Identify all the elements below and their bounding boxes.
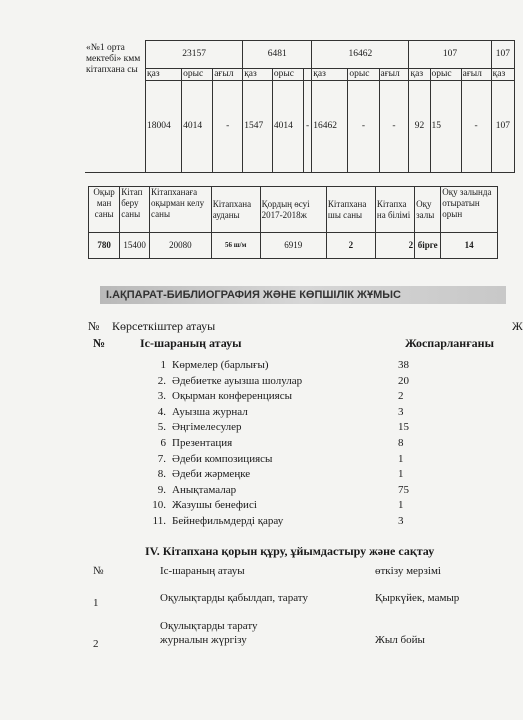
plan-row xyxy=(140,436,500,452)
plan-row-num: 9. xyxy=(157,483,166,496)
sub-header: ағыл xyxy=(461,69,491,81)
data-cell: - xyxy=(461,81,491,173)
plan-row-name: Оқырман конференциясы xyxy=(172,390,292,403)
plan-row-num: 11. xyxy=(152,514,166,527)
en-cell: 107 xyxy=(409,41,491,69)
plan-row xyxy=(140,389,500,405)
stats-header: Оқу залында отыратын орын xyxy=(441,187,498,233)
sub-header: қаз xyxy=(146,69,182,81)
sub-header: орыс xyxy=(430,69,461,81)
stats-header: Оқу залы xyxy=(415,187,441,233)
reader-stats-table xyxy=(88,186,498,259)
sec4-row-num: 2 xyxy=(93,638,99,650)
plan-row xyxy=(140,483,500,499)
plan-header-name: Іс-шараның атауы xyxy=(140,336,242,350)
plan-row xyxy=(140,452,500,468)
plan-list xyxy=(140,358,500,530)
stats-value: 2 xyxy=(326,233,375,259)
stats-value: 780 xyxy=(89,233,120,259)
plan-row-name: Әдеби композициясы xyxy=(172,452,273,465)
plan-row-value: 2 xyxy=(398,390,404,403)
stats-header: Қордың өсуі 2017-2018ж xyxy=(260,187,326,233)
data-cell: - xyxy=(379,81,409,173)
plan-row xyxy=(140,467,500,483)
stats-value: 15400 xyxy=(120,233,150,259)
plan-row-num: 3. xyxy=(157,390,166,403)
sub-header-row xyxy=(85,69,515,81)
sec4-header-date: өткізу мерзімі xyxy=(375,565,441,577)
plan-row-num: 10. xyxy=(152,499,166,512)
plan-row-num: 6 xyxy=(160,436,166,449)
sub-header: орыс xyxy=(182,69,213,81)
stats-header: Кітапханаға оқырман келу саны xyxy=(150,187,212,233)
sub-header: ағыл xyxy=(213,69,243,81)
section-4-title: IV. Кітапхана қорын құру, ұйымдастыру және сақтау xyxy=(145,544,435,558)
ru-cell: 16462 xyxy=(312,41,409,69)
plan-row-name: Презентация xyxy=(172,436,233,449)
sec4-row-name: Оқулықтарды қабылдап, тарату xyxy=(160,592,308,604)
stats-value: 20080 xyxy=(150,233,212,259)
plan-row-value: 15 xyxy=(398,421,409,434)
last-cell: 107 xyxy=(491,41,514,69)
stats-header: Кітапха на білімі xyxy=(375,187,414,233)
sub-header: қаз xyxy=(409,69,430,81)
sub-header: ағыл xyxy=(379,69,409,81)
data-cell: 16462 xyxy=(312,81,348,173)
plan-row-name: Көрмелер (барлығы) xyxy=(172,359,269,371)
library-name-cell: «№1 орта мектебі» кмм кітапхана сы xyxy=(85,41,146,173)
plan-row xyxy=(140,498,500,514)
stats-value: бірге xyxy=(415,233,441,259)
plan-header-planned: Жоспарланғаны xyxy=(405,336,494,350)
indicators-edge: Ж xyxy=(512,319,523,333)
plan-row-value: 38 xyxy=(398,359,409,371)
sec4-row-num: 1 xyxy=(93,597,99,609)
data-row xyxy=(85,81,515,173)
sec4-row-date: Жыл бойы xyxy=(375,634,425,646)
plan-row-num: 8. xyxy=(157,468,166,481)
plan-row xyxy=(140,374,500,390)
plan-row-name: Бейнефильмдерді қарау xyxy=(172,514,284,527)
data-cell: 92 xyxy=(409,81,430,173)
stats-header: Кітапхана ауданы xyxy=(211,187,260,233)
data-cell: - xyxy=(303,81,311,173)
data-cell: 4014 xyxy=(272,81,303,173)
stats-value: 2 xyxy=(375,233,414,259)
section-1-title: I.АҚПАРАТ-БИБЛИОГРАФИЯ ЖӘНЕ КӨПШІЛІК ЖҰМЫС xyxy=(100,286,506,304)
stats-header-row xyxy=(89,187,498,233)
stats-header: Кітап беру саны xyxy=(120,187,150,233)
plan-row-name: Әңгімелесулер xyxy=(172,421,242,434)
plan-row-value: 8 xyxy=(398,436,404,449)
stats-header: Кітапхана шы саны xyxy=(326,187,375,233)
stats-header: Оқыр ман саны xyxy=(89,187,120,233)
plan-row-num: 7. xyxy=(157,452,166,465)
plan-row-num: 2. xyxy=(157,374,166,387)
indicators-num: № xyxy=(88,319,100,333)
stats-value: 56 ш/м xyxy=(211,233,260,259)
plan-row xyxy=(140,358,500,374)
plan-row-num: 5. xyxy=(157,421,166,434)
data-cell: 15 xyxy=(430,81,461,173)
plan-row xyxy=(140,514,500,530)
stats-value: 6919 xyxy=(260,233,326,259)
plan-row-value: 75 xyxy=(398,483,409,496)
plan-row-name: Әдебиетке ауызша шолулар xyxy=(172,374,303,387)
data-cell: 1547 xyxy=(243,81,273,173)
plan-row-value: 1 xyxy=(398,468,404,481)
plan-row-name: Ауызша журнал xyxy=(172,405,248,418)
data-cell: 4014 xyxy=(182,81,213,173)
indicators-label: Көрсеткіштер атауы xyxy=(112,319,216,333)
total-cell: 23157 xyxy=(146,41,243,69)
plan-row xyxy=(140,420,500,436)
plan-row-name: Жазушы бенефисі xyxy=(172,499,257,512)
plan-row-value: 1 xyxy=(398,499,404,512)
sec4-row-name-2: журналын жүргізу xyxy=(160,634,247,646)
data-cell: - xyxy=(348,81,379,173)
sub-header xyxy=(303,69,311,81)
stats-value: 14 xyxy=(441,233,498,259)
data-cell: 18004 xyxy=(146,81,182,173)
sec4-row-name: Оқулықтарды тарату xyxy=(160,620,258,632)
library-fund-table xyxy=(85,40,515,173)
plan-row-value: 3 xyxy=(398,514,404,527)
sec4-row-date: Қыркүйек, мамыр xyxy=(375,592,460,604)
sub-header: қаз xyxy=(243,69,273,81)
data-cell: - xyxy=(213,81,243,173)
plan-header-num: № xyxy=(93,336,106,350)
plan-row-value: 1 xyxy=(398,452,404,465)
sec4-header-name: Іс-шараның атауы xyxy=(160,565,245,577)
stats-value-row xyxy=(89,233,498,259)
sub-header: орыс xyxy=(348,69,379,81)
sub-header: қаз xyxy=(312,69,348,81)
plan-row-value: 20 xyxy=(398,374,409,387)
plan-row-value: 3 xyxy=(398,405,404,418)
sub-header: орыс xyxy=(272,69,303,81)
sub-header: қаз xyxy=(491,69,514,81)
plan-row-name: Анықтамалар xyxy=(172,483,237,496)
plan-row-name: Әдеби жәрмеңке xyxy=(172,468,251,481)
kz-cell: 6481 xyxy=(243,41,312,69)
sec4-header-num: № xyxy=(93,565,104,577)
plan-row-num: 4. xyxy=(157,405,166,418)
plan-row xyxy=(140,405,500,421)
plan-row-num: 1 xyxy=(160,359,166,371)
data-cell: 107 xyxy=(491,81,514,173)
